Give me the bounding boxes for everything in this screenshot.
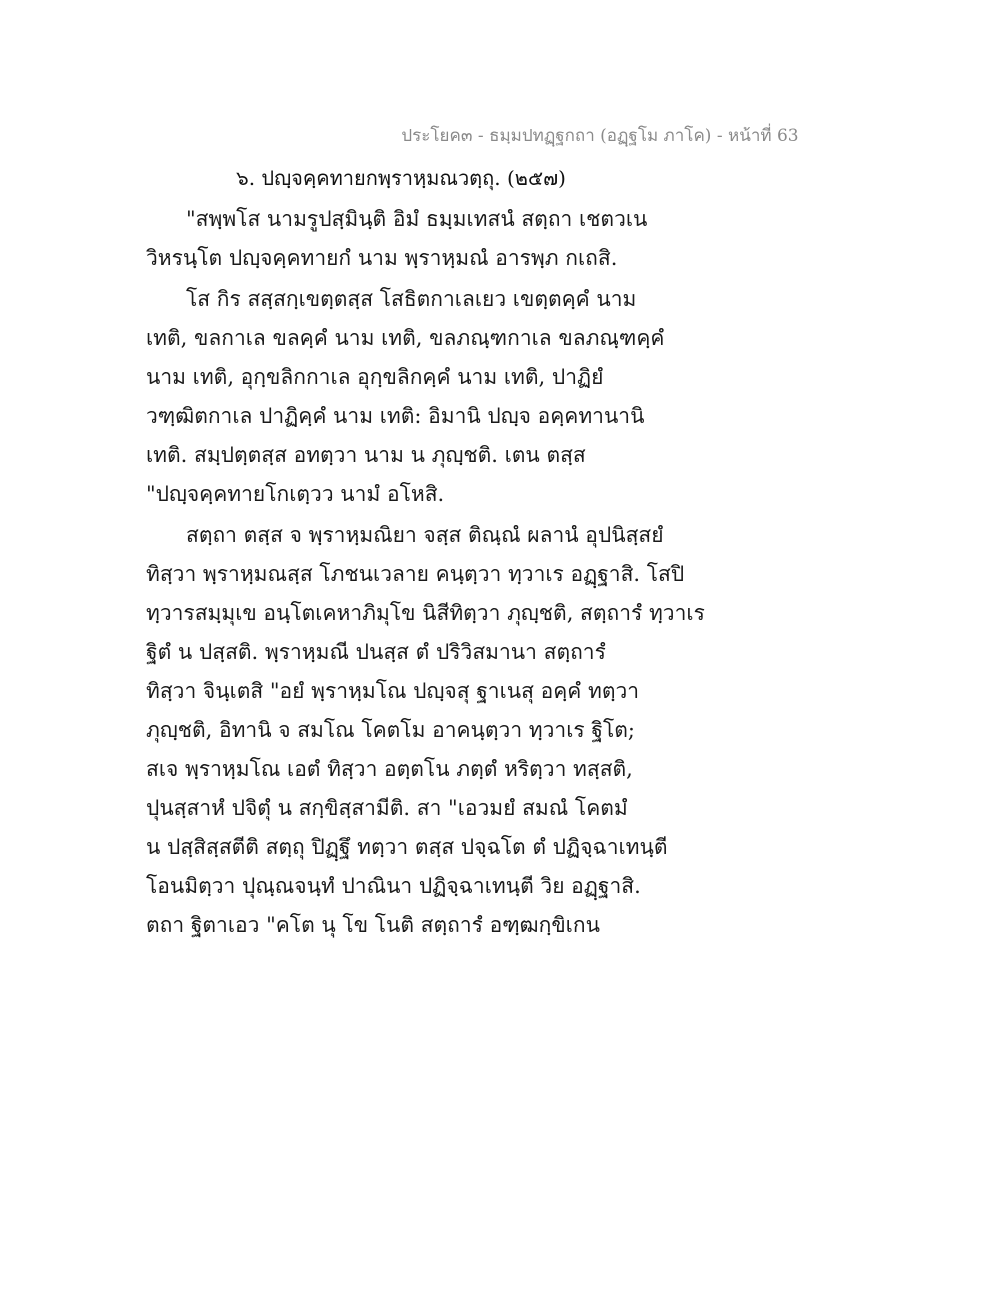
text-line: โส กิร สสฺสกฺเขตฺตสฺส โสธิตกาเลเยว เขตฺตคฺคํ นาม bbox=[186, 287, 637, 311]
text-line: ทฺวารสมฺมุเข อนฺโตเคหาภิมุโข นิสีทิตฺวา ภุญฺชติ, สตฺถารํ ทฺวาเร bbox=[146, 601, 705, 625]
text-line: ภุญฺชติ, อิทานิ จ สมโณ โคตโม อาคนฺตฺวา ทฺวาเร ฐิโต; bbox=[146, 718, 635, 742]
text-line: สเจ พฺราหฺมโณ เอตํ ทิสฺวา อตฺตโน ภตฺตํ หริตฺวา ทสฺสติ, bbox=[146, 757, 633, 781]
text-line: ทิสฺวา จินฺเตสิ "อยํ พฺราหฺมโณ ปญฺจสุ ฐาเนสุ อคฺคํ ทตฺวา bbox=[146, 679, 640, 703]
text-line: นาม เทติ, อุกฺขลิกกาเล อุกฺขลิกคฺคํ นาม เทติ, ปาฏิยํ bbox=[146, 365, 604, 389]
paragraph bbox=[146, 516, 705, 945]
text-line: น ปสฺสิสฺสตีติ สตฺถุ ปิฏฺฐึ ทตฺวา ตสฺส ปจฺฉโต ตํ ปฏิจฺฉาเทนฺตี bbox=[146, 835, 668, 859]
paragraph bbox=[146, 280, 686, 514]
text-line: เทติ. สมฺปตฺตสฺส อทตฺวา นาม น ภุญฺชติ. เตน ตสฺส bbox=[146, 443, 586, 467]
text-line: ตถา ฐิตาเอว "คโต นุ โข โนติ สตฺถารํ อฑฺฒกฺขิเกน bbox=[146, 913, 600, 937]
text-line: "สพฺพโส นามรูปสฺมินฺติ อิมํ ธมฺมเทสนํ สตฺถา เชตวเน bbox=[186, 207, 648, 231]
text-line: ทิสฺวา พฺราหฺมณสฺส โภชนเวลาย คนฺตฺวา ทฺวาเร อฏฺฐาสิ. โสปิ bbox=[146, 562, 685, 586]
text-line: โอนมิตฺวา ปุณฺณจนฺทํ ปาณินา ปฏิจฺฉาเทนฺตี วิย อฏฺฐาสิ. bbox=[146, 874, 641, 898]
running-header bbox=[0, 122, 1000, 149]
paragraph bbox=[146, 200, 686, 278]
text-line: วฑฺฒิตกาเล ปาฏิคฺคํ นาม เทติ: อิมานิ ปญฺจ อคฺคทานานิ bbox=[146, 404, 645, 428]
story-title: ๖. ปญฺจคฺคทายกพฺราหฺมณวตฺถุ. (๒๕๗) bbox=[236, 166, 566, 190]
text-line: ปุนสฺสาหํ ปจิตุํ น สกฺขิสฺสามีติ. สา "เอวมยํ สมณํ โคตมํ bbox=[146, 796, 628, 820]
text-line: ฐิตํ น ปสฺสติ. พฺราหฺมณี ปนสฺส ตํ ปริวิสมานา สตฺถารํ bbox=[146, 640, 606, 664]
text-line: สตฺถา ตสฺส จ พฺราหฺมณิยา จสฺส ติณฺณํ ผลานํ อุปนิสฺสยํ bbox=[186, 523, 664, 547]
text-line: "ปญฺจคฺคทายโกเตฺวว นามํ อโหสิ. bbox=[146, 482, 445, 506]
text-line: เทติ, ขลกาเล ขลคฺคํ นาม เทติ, ขลภณฺฑกาเล ขลภณฺฑคฺคํ bbox=[146, 326, 665, 350]
running-header-text: ประโยค๓ - ธมฺมปทฏฺฐกถา (อฏฺฐโม ภาโค) - หน้าที่ 63 bbox=[401, 126, 799, 146]
text-line: วิหรนฺโต ปญฺจคฺคทายกํ นาม พฺราหฺมณํ อารพฺภ กเถสิ. bbox=[146, 246, 618, 270]
body-text bbox=[146, 200, 705, 945]
